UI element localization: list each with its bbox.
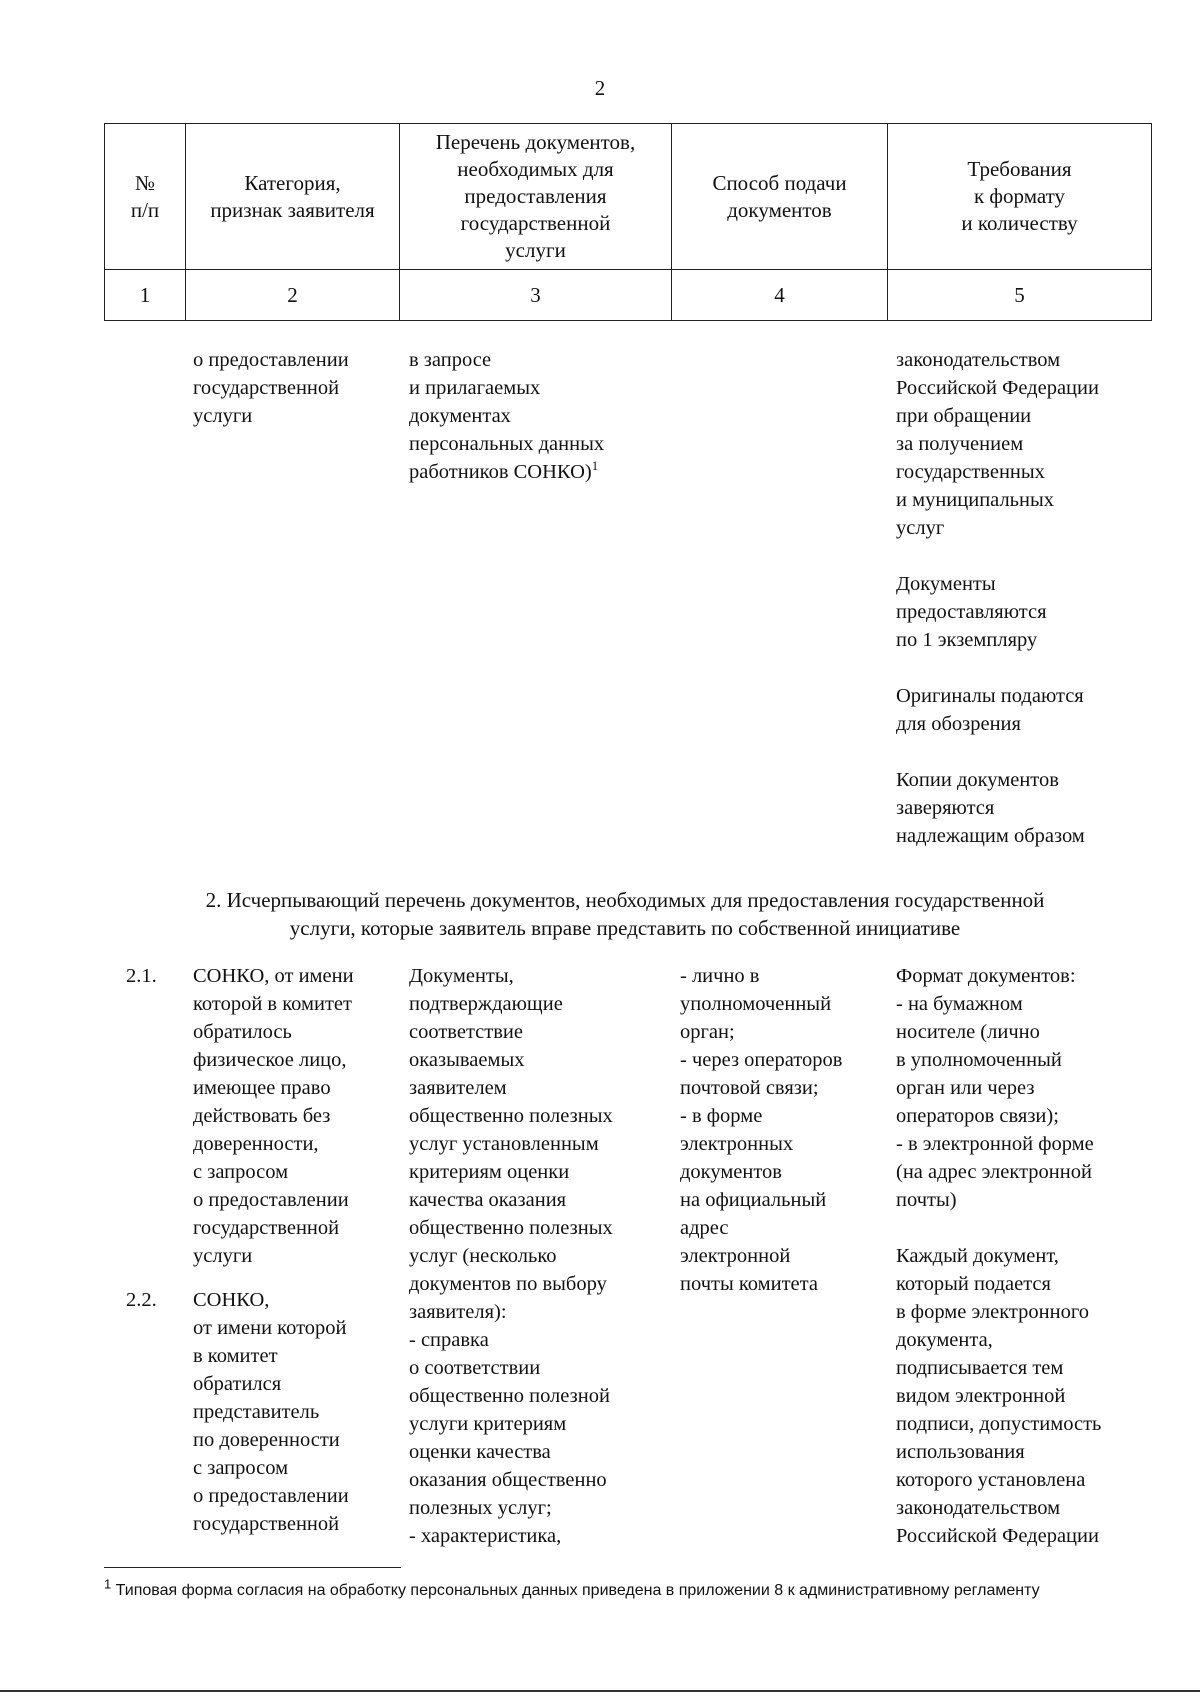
page-number: 2 — [594, 76, 606, 100]
header-submission-label: Способ подачи документов — [712, 170, 847, 222]
footnote — [104, 1576, 1164, 1602]
footnote-text: Типовая форма согласия на обработку персональных данных приведена в приложении 8 к административному регламенту — [111, 1582, 1040, 1599]
continued-requirements: законодательством Российской Федерации при обращении за получением государственных и муниципальных услуг Документы предоставляются по 1 экземпляру Оригиналы подаются для обозрения Копии документов заверяются надлежащим образом — [896, 349, 1099, 847]
header-documents — [400, 124, 672, 270]
section2-submission: - лично в уполномоченный орган; - через операторов почтовой связи; - в форме электронных документов на официальный адрес электронной почты комитета — [680, 965, 843, 1295]
header-requirements-label: Требования к формату и количеству — [961, 157, 1078, 235]
row-2-2-category: СОНКО, от имени которой в комитет обратился представитель по доверенности с запросом о предоставлении государственной — [193, 1289, 349, 1535]
continued-documents-text: в запросе и прилагаемых документах персональных данных работников СОНКО) — [409, 349, 605, 483]
row-2-1-category: СОНКО, от имени которой в комитет обратилось физическое лицо, имеющее право действовать без доверенности, с запросом о предоставлении государственной услуги — [193, 965, 354, 1267]
section2-documents: Документы, подтверждающие соответствие оказываемых заявителем общественно полезных услуг установленным критериям оценки качества оказания общественно полезных услуг (несколько документов по выбору заявителя): - справка о соответствии общественно полезной услуги критериям оценки качества оказания общественно полезных услуг; - характеристика, — [409, 965, 613, 1547]
header-category-label: Категория, признак заявителя — [210, 170, 375, 222]
section2-requirements: Формат документов: - на бумажном носителе (лично в уполномоченный орган или через операторов связи); - в электронной форме (на адрес электронной почты) Каждый документ, который подается в форме электронного документа, подписывается тем видом электронной подписи, допустимость использования которого установлена законодательством Российской Федерации — [896, 965, 1102, 1547]
footnote-divider — [104, 1567, 401, 1568]
column-number-5: 5 — [888, 270, 1152, 321]
header-category — [186, 124, 400, 270]
scan-edge-line — [0, 1690, 1200, 1692]
header-submission — [672, 124, 888, 270]
section-title — [120, 886, 1130, 942]
column-number-1: 1 — [105, 270, 186, 321]
header-number — [105, 124, 186, 270]
column-number-4: 4 — [672, 270, 888, 321]
header-documents-label: Перечень документов, необходимых для предоставления государственной услуги — [435, 130, 636, 262]
continued-category: о предоставлении государственной услуги — [193, 349, 349, 427]
footnote-reference: 1 — [591, 458, 599, 474]
header-requirements — [888, 124, 1152, 270]
column-number-2: 2 — [186, 270, 400, 321]
footnote-mark: 1 — [104, 1576, 112, 1592]
row-2-1-number: 2.1. — [126, 965, 157, 987]
table-header — [104, 123, 1152, 321]
header-number-label: № п/п — [130, 170, 160, 222]
section-title-line-1: 2. Исчерпывающий перечень документов, необходимых для предоставления государственной — [205, 888, 1045, 912]
column-number-3: 3 — [400, 270, 672, 321]
section-title-line-2: услуги, которые заявитель вправе представить по собственной инициативе — [289, 916, 961, 940]
row-2-2-number: 2.2. — [126, 1289, 157, 1311]
continued-documents — [409, 346, 604, 486]
